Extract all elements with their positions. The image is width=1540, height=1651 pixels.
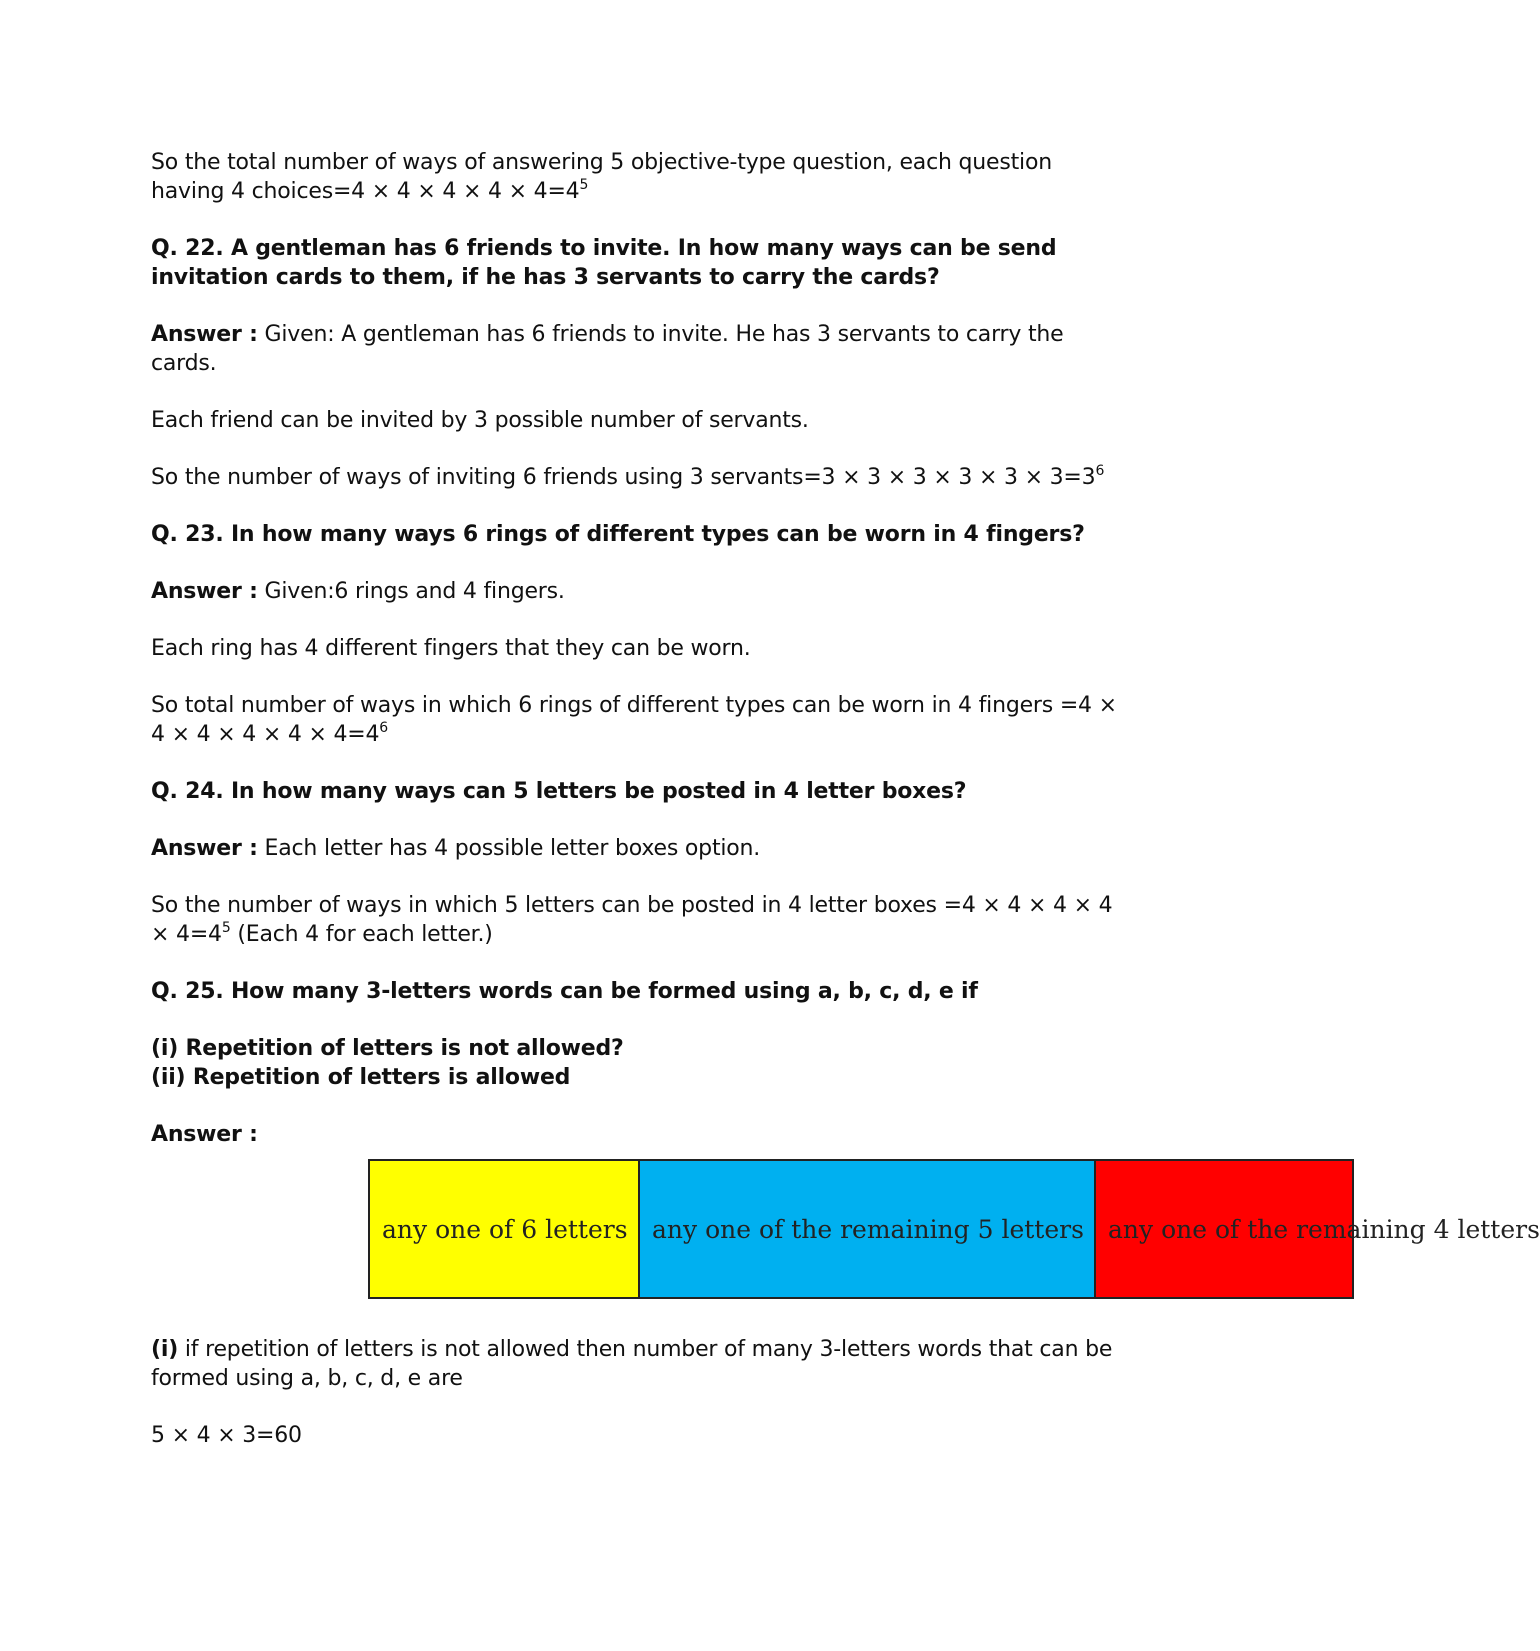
- question-25-part-1: (i) Repetition of letters is not allowed?: [151, 1036, 624, 1061]
- answer-label: Answer :: [151, 579, 258, 604]
- answer-22-paragraph-2: Each friend can be invited by 3 possible number of servants.: [151, 408, 809, 433]
- slot-box-1: [368, 1159, 640, 1299]
- letter-slots: [368, 1159, 1540, 1299]
- question-25: Q. 25. How many 3-letters words can be formed using a, b, c, d, e if: [151, 979, 978, 1004]
- answer-label: Answer :: [151, 1122, 258, 1147]
- answer-22-exponent: 6: [1095, 463, 1105, 479]
- answer-label: Answer :: [151, 836, 258, 861]
- answer-24-tail: (Each 4 for each letter.): [230, 922, 493, 947]
- question-25-part-2: (ii) Repetition of letters is allowed: [151, 1065, 571, 1090]
- answer-22-continuation: cards.: [151, 351, 217, 376]
- slot-box-3-label: any one of the remaining 4 letters: [1108, 1214, 1540, 1244]
- slot-box-2-label: any one of the remaining 5 letters: [652, 1214, 1084, 1244]
- answer-22-text: Given: A gentleman has 6 friends to invite. He has 3 servants to carry the: [257, 322, 1064, 347]
- slot-box-3: [1094, 1159, 1540, 1299]
- answer-23-exponent: 6: [379, 720, 389, 736]
- answer-24-text: Each letter has 4 possible letter boxes option.: [257, 836, 761, 861]
- answer-23-line-1: So total number of ways in which 6 rings of different types can be worn in 4 fingers =4 ×: [151, 693, 1117, 718]
- answer-24-line-1: So the number of ways in which 5 letters can be posted in 4 letter boxes =4 × 4 × 4 × 4: [151, 893, 1113, 918]
- solution-part-1-continuation: formed using a, b, c, d, e are: [151, 1366, 463, 1391]
- slot-box-1-label: any one of 6 letters: [382, 1214, 628, 1244]
- answer-23-line-2: 4 × 4 × 4 × 4 × 4=4: [151, 722, 380, 747]
- question-22-line-2: invitation cards to them, if he has 3 servants to carry the cards?: [151, 265, 940, 290]
- intro-line-1: So the total number of ways of answering 5 objective-type question, each question: [151, 150, 1052, 175]
- answer-label: Answer :: [151, 322, 258, 347]
- solution-part-1-result: 5 × 4 × 3=60: [151, 1423, 302, 1448]
- answer-23-paragraph-2: Each ring has 4 different fingers that they can be worn.: [151, 636, 751, 661]
- letter-slots-diagram: [151, 1159, 1540, 1307]
- answer-23-text: Given:6 rings and 4 fingers.: [257, 579, 565, 604]
- answer-22: [151, 320, 1131, 378]
- question-23: Q. 23. In how many ways 6 rings of different types can be worn in 4 fingers?: [151, 522, 1085, 547]
- question-22-line-1: Q. 22. A gentleman has 6 friends to invite. In how many ways can be send: [151, 236, 1057, 261]
- answer-23: [151, 577, 1131, 606]
- solution-part-1-text: if repetition of letters is not allowed then number of many 3-letters words that can be: [178, 1337, 1113, 1362]
- solution-part-1-label: (i): [151, 1337, 179, 1362]
- answer-22-formula: So the number of ways of inviting 6 friends using 3 servants=3 × 3 × 3 × 3 × 3 × 3=3: [151, 465, 1096, 490]
- question-24: Q. 24. In how many ways can 5 letters be posted in 4 letter boxes?: [151, 779, 967, 804]
- answer-24-exponent: 5: [221, 920, 231, 936]
- intro-paragraph: [151, 148, 1131, 206]
- intro-exponent: 5: [579, 177, 589, 193]
- answer-24: [151, 834, 1131, 863]
- answer-24-line-2: × 4=4: [151, 922, 222, 947]
- question-22: [151, 234, 1131, 292]
- answer-22-paragraph-3: [151, 463, 1131, 492]
- answer-24-paragraph-2: [151, 891, 1131, 949]
- slot-box-2: [638, 1159, 1096, 1299]
- intro-line-2: having 4 choices=4 × 4 × 4 × 4 × 4=4: [151, 179, 580, 204]
- document-page: [151, 148, 1540, 1478]
- answer-23-paragraph-3: [151, 691, 1131, 749]
- question-25-parts: [151, 1034, 1131, 1092]
- solution-part-1: [151, 1335, 1131, 1393]
